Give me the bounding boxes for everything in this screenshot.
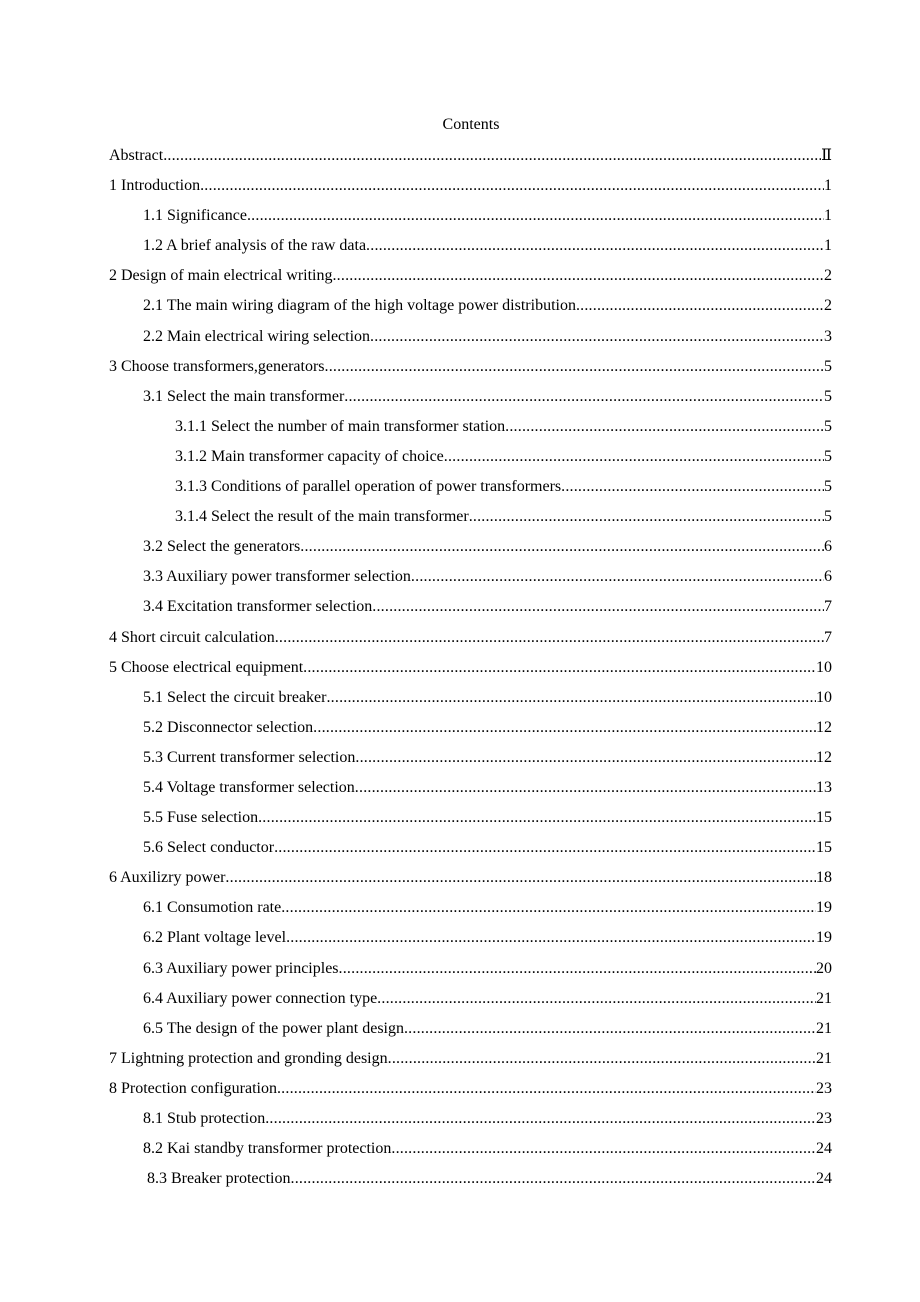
toc-entry-line [143, 833, 832, 863]
toc-entry-page-number: 2 [824, 297, 832, 315]
toc-entry [0, 532, 920, 562]
toc-entry-page-number: 6 [824, 538, 832, 556]
toc-entry-line [143, 1104, 832, 1134]
dot-leader [275, 623, 824, 653]
dot-leader [265, 1104, 816, 1134]
toc-entry-page-number: 15 [816, 809, 832, 827]
dot-leader [281, 893, 816, 923]
dot-leader [469, 502, 824, 532]
toc-entry-label: 3.2 Select the generators [143, 538, 301, 556]
dot-leader [258, 803, 816, 833]
toc-entry-line [143, 893, 832, 923]
dot-leader [344, 382, 824, 412]
dot-leader [313, 713, 816, 743]
toc-entry [0, 592, 920, 622]
toc-entry-label: 3.1.3 Conditions of parallel operation of power transformers [175, 478, 562, 496]
toc-entry-line [143, 532, 832, 562]
toc-entry-line [109, 623, 832, 653]
toc-entry-page-number: 21 [816, 1049, 832, 1067]
toc-entry-line [109, 141, 832, 171]
toc-entry-page-number: 5 [824, 478, 832, 496]
toc-entry-page-number: 23 [816, 1110, 832, 1127]
toc-entry-line [143, 773, 832, 803]
dot-leader [355, 743, 816, 773]
toc-entry-page-number: 13 [816, 778, 832, 796]
toc-entry-line [175, 442, 832, 472]
toc-entry-label: 3.1.2 Main transformer capacity of choice [175, 447, 444, 465]
toc-entry-page-number: 1 [824, 207, 832, 225]
toc-entry-line [143, 562, 832, 592]
toc-entry-page-number: 2 [824, 267, 832, 285]
toc-entry [0, 623, 920, 653]
toc-entry [0, 954, 920, 984]
toc-entry-page-number: 21 [816, 989, 832, 1007]
toc-entry-line [143, 1134, 832, 1164]
toc-entry-line [175, 412, 832, 442]
toc-entry [0, 502, 920, 532]
toc-entry-page-number: 3 [824, 327, 832, 345]
toc-entry-page-number: Ⅱ [821, 147, 832, 164]
dot-leader [366, 231, 824, 261]
dot-leader [277, 1074, 816, 1104]
toc-entry-line [143, 803, 832, 833]
toc-entry [0, 231, 920, 261]
dot-leader [355, 773, 816, 803]
dot-leader [444, 442, 824, 472]
toc-entry-label: 5.5 Fuse selection [143, 809, 259, 827]
toc-entry [0, 322, 920, 352]
table-of-contents [0, 141, 920, 1194]
toc-entry-label: 8.3 Breaker protection [147, 1170, 291, 1188]
dot-leader [300, 532, 824, 562]
toc-entry-line [143, 201, 832, 231]
toc-entry [0, 352, 920, 382]
toc-entry [0, 141, 920, 171]
toc-entry-page-number: 20 [816, 959, 832, 977]
toc-entry-label: 1.1 Significance [143, 207, 247, 225]
toc-entry-page-number: 12 [816, 718, 832, 736]
toc-entry-label: 6 Auxilizry power [109, 869, 226, 887]
toc-entry-page-number: 1 [824, 177, 832, 195]
toc-entry-label: 2.1 The main wiring diagram of the high voltage power distribution [143, 297, 576, 315]
dot-leader [303, 653, 816, 683]
toc-entry-label: 5.6 Select conductor [143, 839, 275, 857]
toc-entry [0, 1104, 920, 1134]
toc-entry-label: 8 Protection configuration [109, 1079, 277, 1097]
toc-entry-page-number: 19 [816, 929, 832, 947]
toc-entry-label: 6.2 Plant voltage level [143, 929, 287, 947]
toc-entry-label: 3.1 Select the main transformer [143, 387, 345, 405]
toc-entry-page-number: 12 [816, 748, 832, 766]
toc-entry-line [109, 1044, 832, 1074]
dot-leader [370, 322, 824, 352]
dot-leader [576, 291, 824, 321]
toc-entry-page-number: 21 [816, 1019, 832, 1037]
toc-entry [0, 382, 920, 412]
toc-entry [0, 562, 920, 592]
toc-entry [0, 683, 920, 713]
toc-entry-line [143, 984, 832, 1014]
toc-entry-line [143, 743, 832, 773]
toc-entry-label: 5 Choose electrical equipment [109, 658, 304, 676]
toc-entry-page-number: 5 [824, 417, 832, 435]
toc-entry [0, 833, 920, 863]
dot-leader [200, 171, 824, 201]
dot-leader [163, 141, 821, 171]
toc-entry-page-number: 19 [816, 899, 832, 917]
toc-entry-label: 8.2 Kai standby transformer protection [143, 1140, 392, 1158]
toc-entry [0, 171, 920, 201]
toc-entry [0, 291, 920, 321]
toc-entry-label: 1.2 A brief analysis of the raw data [143, 237, 367, 255]
toc-entry [0, 1014, 920, 1044]
toc-entry-line [143, 713, 832, 743]
toc-entry-line [143, 291, 832, 321]
dot-leader [377, 984, 816, 1014]
toc-entry-label: 3.1.1 Select the number of main transformer station [175, 417, 506, 435]
toc-entry-line [175, 472, 832, 502]
dot-leader [332, 261, 824, 291]
dot-leader [325, 352, 825, 382]
dot-leader [225, 863, 816, 893]
toc-entry [0, 773, 920, 803]
dot-leader [561, 472, 824, 502]
dot-leader [247, 201, 824, 231]
toc-entry-label: 1 Introduction [109, 177, 201, 195]
dot-leader [411, 562, 824, 592]
toc-entry [0, 743, 920, 773]
toc-entry [0, 201, 920, 231]
toc-entry-page-number: 10 [816, 658, 832, 676]
toc-entry-line [109, 171, 832, 201]
toc-entry-line [147, 1164, 832, 1194]
toc-entry-label: 5.3 Current transformer selection [143, 748, 356, 766]
toc-entry-label: 2.2 Main electrical wiring selection [143, 327, 371, 345]
toc-entry [0, 412, 920, 442]
toc-entry-label: 6.5 The design of the power plant design [143, 1019, 404, 1037]
toc-entry [0, 653, 920, 683]
toc-entry-label: 5.1 Select the circuit breaker [143, 688, 327, 706]
toc-entry-page-number: 18 [816, 869, 832, 887]
toc-entry-page-number: 10 [816, 688, 832, 706]
toc-entry-label: 3 Choose transformers,generators [109, 357, 325, 375]
dot-leader [372, 592, 824, 622]
toc-entry [0, 1134, 920, 1164]
toc-entry-page-number: 5 [824, 387, 832, 405]
toc-entry-label: 3.4 Excitation transformer selection [143, 598, 373, 616]
toc-entry-line [143, 923, 832, 953]
toc-entry-page-number: 5 [824, 447, 832, 465]
toc-entry-page-number: 23 [816, 1079, 832, 1097]
toc-entry [0, 893, 920, 923]
toc-entry-label: 4 Short circuit calculation [109, 628, 275, 646]
dot-leader [391, 1134, 816, 1164]
toc-entry [0, 984, 920, 1014]
toc-entry-page-number: 1 [824, 237, 832, 255]
toc-entry-page-number: 5 [824, 357, 832, 375]
toc-entry-line [109, 1074, 832, 1104]
toc-entry [0, 803, 920, 833]
dot-leader [274, 833, 816, 863]
toc-entry-page-number: 24 [816, 1170, 832, 1188]
toc-entry-label: 5.2 Disconnector selection [143, 718, 314, 736]
toc-entry-label: 8.1 Stub protection [143, 1110, 266, 1127]
toc-entry [0, 442, 920, 472]
dot-leader [339, 954, 816, 984]
toc-entry-label: 6.4 Auxiliary power connection type [143, 989, 378, 1007]
toc-entry-line [143, 683, 832, 713]
toc-entry [0, 472, 920, 502]
toc-entry-line [143, 382, 832, 412]
toc-entry-label: 6.3 Auxiliary power principles [143, 959, 339, 977]
toc-entry [0, 1074, 920, 1104]
dot-leader [505, 412, 824, 442]
toc-entry [0, 923, 920, 953]
toc-entry-page-number: 7 [824, 628, 832, 646]
toc-entry-line [143, 954, 832, 984]
dot-leader [404, 1014, 816, 1044]
toc-entry-line [143, 322, 832, 352]
toc-entry-page-number: 7 [824, 598, 832, 616]
toc-entry-label: 7 Lightning protection and gronding design [109, 1049, 388, 1067]
toc-entry-label: Abstract [109, 147, 164, 164]
toc-entry [0, 863, 920, 893]
toc-entry-label: 5.4 Voltage transformer selection [143, 778, 355, 796]
toc-entry-label: 6.1 Consumotion rate [143, 899, 282, 917]
toc-entry [0, 1044, 920, 1074]
toc-entry-page-number: 15 [816, 839, 832, 857]
toc-entry-line [143, 1014, 832, 1044]
toc-title: Contents [442, 116, 500, 133]
toc-entry-line [175, 502, 832, 532]
toc-entry [0, 261, 920, 291]
dot-leader [291, 1164, 817, 1194]
toc-entry-label: 3.3 Auxiliary power transformer selection [143, 568, 411, 586]
dot-leader [388, 1044, 816, 1074]
toc-entry-page-number: 24 [816, 1140, 832, 1158]
toc-entry-label: 2 Design of main electrical writing [109, 267, 333, 285]
toc-entry-line [109, 352, 832, 382]
toc-entry-line [143, 231, 832, 261]
toc-entry-line [109, 653, 832, 683]
toc-entry [0, 713, 920, 743]
toc-entry-line [143, 592, 832, 622]
toc-entry-label: 3.1.4 Select the result of the main transformer [175, 508, 469, 526]
dot-leader [286, 923, 816, 953]
toc-entry [0, 1164, 920, 1194]
toc-entry-page-number: 6 [824, 568, 832, 586]
toc-entry-line [109, 261, 832, 291]
dot-leader [326, 683, 816, 713]
toc-entry-line [109, 863, 832, 893]
toc-entry-page-number: 5 [824, 508, 832, 526]
